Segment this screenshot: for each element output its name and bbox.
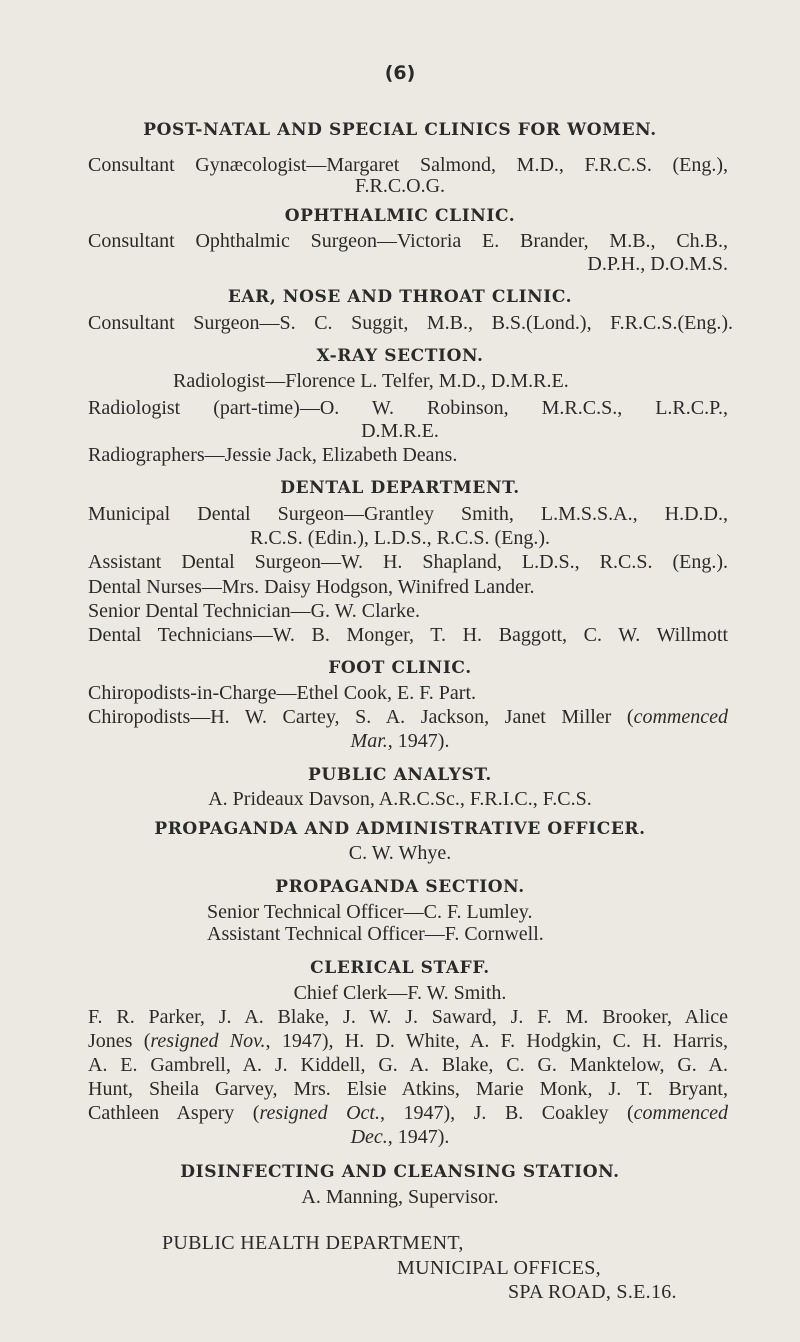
footer-line-1: PUBLIC HEALTH DEPARTMENT, — [162, 1232, 464, 1254]
heading-foot: FOOT CLINIC. — [328, 658, 472, 678]
xray-line-3: D.M.R.E. — [361, 420, 439, 442]
dental-line-3: Assistant Dental Surgeon—W. H. Shapland, L.D.S., R.C.S. (Eng.). — [88, 551, 728, 573]
clerical-line-7: Dec., 1947). — [350, 1126, 450, 1148]
dental-line-6: Dental Technicians—W. B. Monger, T. H. Baggott, C. W. Willmott — [88, 624, 728, 646]
heading-xray: X-RAY SECTION. — [316, 346, 484, 366]
clerical-line-1: Chief Clerk—F. W. Smith. — [293, 982, 507, 1004]
clerical-line-4: A. E. Gambrell, A. J. Kiddell, G. A. Blake, C. G. Manktelow, G. A. — [88, 1054, 728, 1076]
foot-line-1: Chiropodists-in-Charge—Ethel Cook, E. F. Part. — [88, 682, 477, 704]
postnatal-line-2: F.R.C.O.G. — [354, 175, 446, 197]
dental-line-5: Senior Dental Technician—G. W. Clarke. — [88, 600, 421, 622]
heading-disinfecting: DISINFECTING AND CLEANSING STATION. — [180, 1162, 620, 1182]
ent-line-1: Consultant Surgeon—S. C. Suggit, M.B., B.S.(Lond.), F.R.C.S.(Eng.). — [88, 312, 733, 334]
heading-propaganda-section: PROPAGANDA SECTION. — [275, 877, 525, 897]
heading-dental: DENTAL DEPARTMENT. — [280, 478, 520, 498]
xray-line-4: Radiographers—Jessie Jack, Elizabeth Deans. — [88, 444, 458, 466]
foot-line-2: Chiropodists—H. W. Cartey, S. A. Jackson, Janet Miller (commenced — [88, 706, 728, 728]
clerical-line-5: Hunt, Sheila Garvey, Mrs. Elsie Atkins, Marie Monk, J. T. Bryant, — [88, 1078, 728, 1100]
postnatal-line-1: Consultant Gynæcologist—Margaret Salmond, M.D., F.R.C.S. (Eng.), — [88, 154, 728, 176]
dental-line-4: Dental Nurses—Mrs. Daisy Hodgson, Winifred Lander. — [88, 576, 535, 598]
heading-analyst: PUBLIC ANALYST. — [308, 765, 492, 785]
clerical-line-6: Cathleen Aspery (resigned Oct., 1947), J. B. Coakley (commenced — [88, 1102, 729, 1124]
heading-propaganda-officer: PROPAGANDA AND ADMINISTRATIVE OFFICER. — [154, 819, 646, 839]
page-number: (6) — [384, 62, 416, 84]
ophthalmic-line-2: D.P.H., D.O.M.S. — [587, 253, 728, 275]
footer-line-2: MUNICIPAL OFFICES, — [397, 1257, 601, 1279]
dental-line-2: R.C.S. (Edin.), L.D.S., R.C.S. (Eng.). — [249, 527, 551, 549]
heading-postnatal: POST-NATAL AND SPECIAL CLINICS FOR WOMEN. — [143, 120, 657, 140]
clerical-line-2: F. R. Parker, J. A. Blake, J. W. J. Saward, J. F. M. Brooker, Alice — [88, 1006, 728, 1028]
xray-line-1: Radiologist—Florence L. Telfer, M.D., D.M.R.E. — [173, 370, 569, 392]
heading-clerical: CLERICAL STAFF. — [310, 958, 490, 978]
xray-line-2: Radiologist (part-time)—O. W. Robinson, M.R.C.S., L.R.C.P., — [88, 397, 728, 419]
propaganda-officer-line-1: C. W. Whye. — [348, 842, 452, 864]
foot-line-3: Mar., 1947). — [350, 730, 450, 752]
ophthalmic-line-1: Consultant Ophthalmic Surgeon—Victoria E. Brander, M.B., Ch.B., — [88, 230, 728, 252]
heading-ent: EAR, NOSE AND THROAT CLINIC. — [227, 287, 573, 307]
footer-line-3: SPA ROAD, S.E.16. — [508, 1281, 677, 1303]
heading-ophthalmic: OPHTHALMIC CLINIC. — [284, 206, 516, 226]
propaganda-section-line-1: Senior Technical Officer—C. F. Lumley. — [207, 901, 533, 923]
propaganda-section-line-2: Assistant Technical Officer—F. Cornwell. — [207, 923, 544, 945]
clerical-line-3: Jones (resigned Nov., 1947), H. D. White, A. F. Hodgkin, C. H. Harris, — [88, 1030, 728, 1052]
dental-line-1: Municipal Dental Surgeon—Grantley Smith, L.M.S.S.A., H.D.D., — [88, 503, 728, 525]
disinfecting-line-1: A. Manning, Supervisor. — [301, 1186, 499, 1208]
analyst-line-1: A. Prideaux Davson, A.R.C.Sc., F.R.I.C., F.C.S. — [208, 788, 592, 810]
